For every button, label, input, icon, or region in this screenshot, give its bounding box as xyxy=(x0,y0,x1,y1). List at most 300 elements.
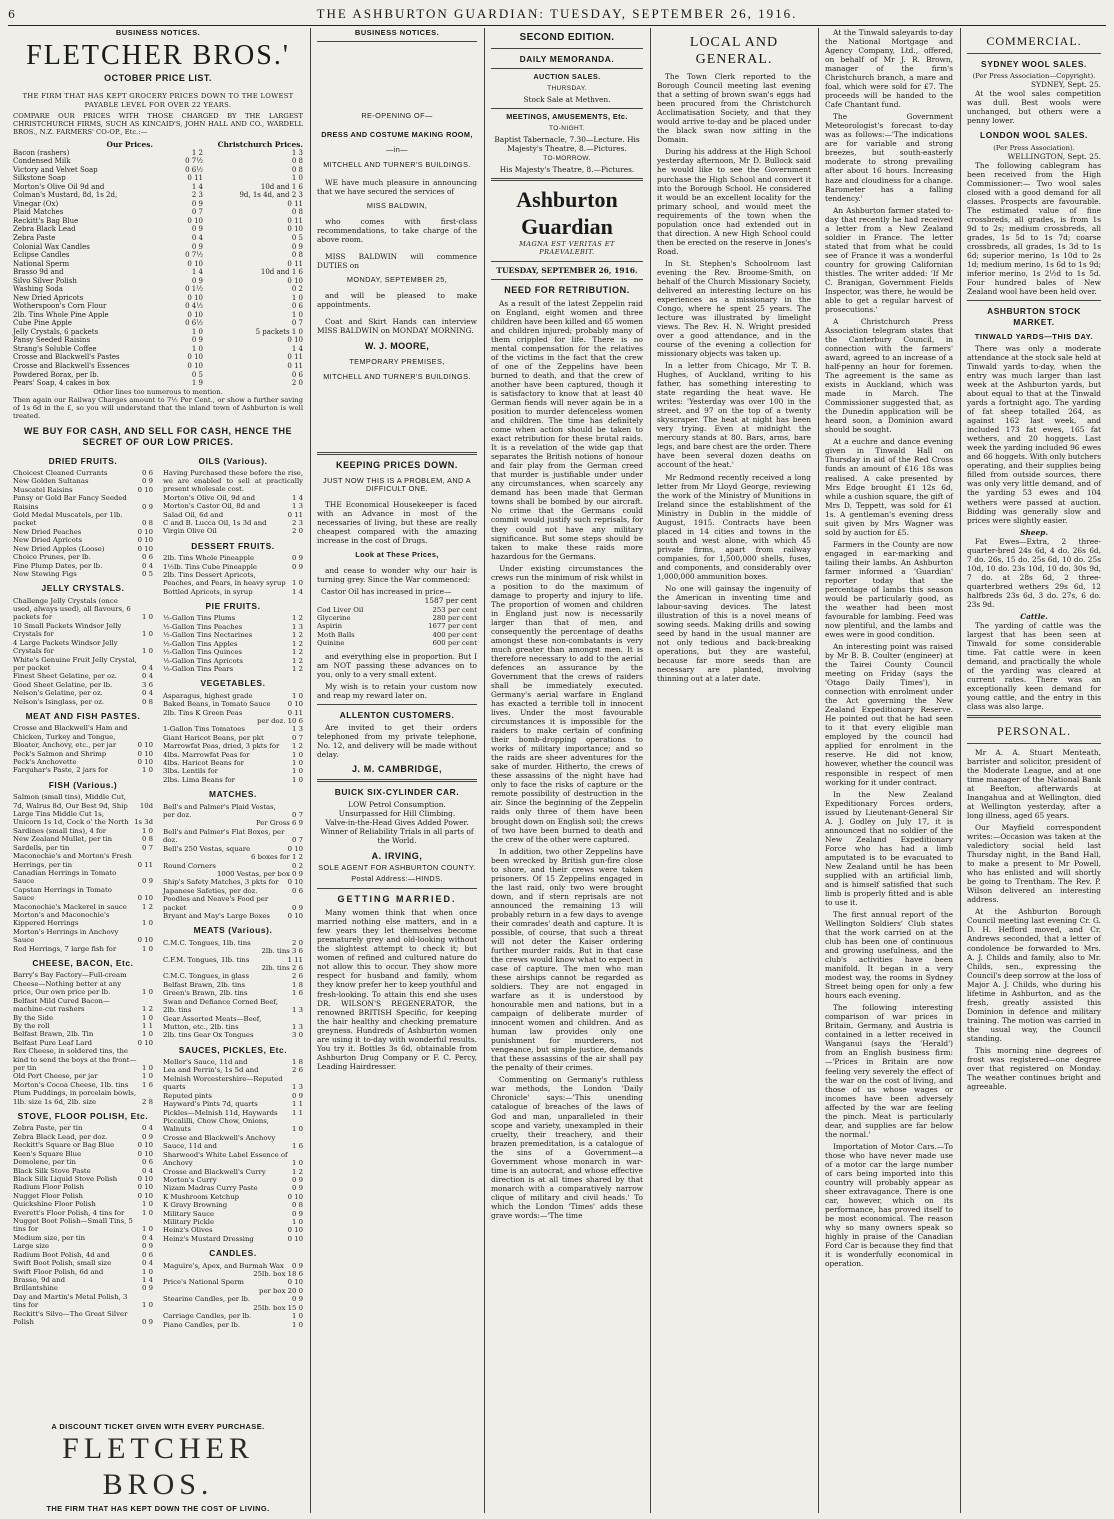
list-item xyxy=(163,751,303,759)
chch-price: 0 8 xyxy=(291,251,303,260)
item-price: 0 9 xyxy=(292,1091,303,1100)
list-item xyxy=(13,750,153,758)
price-item xyxy=(13,311,303,320)
tomorrow-label: TO-MORROW. xyxy=(543,155,591,163)
tinwald-body: There was only a moderate attendance at the stock sale held at Tinwald yards to-day, when the entry was much larger than last week at the Ashburton yards, but about equal to that at the Tinwald yards a fortnight ago. The yarding of fat sheep totalled 264, as against 162 last week, and included 173 fat ewes, 165 fat wethers, and 20 hoggets. Last week the yarding included 96 ewes and 66 hoggets. With only butchers operating, and their supplies being filled from outside sources, there was only very little demand, and of the yarding 53 ewes and 104 wethers were passed at auction. Bidding was generally slow and prices were slightly easier. xyxy=(967,343,1101,525)
item-price: 1 0 xyxy=(292,767,303,776)
list-item xyxy=(13,827,153,835)
item-price: 1 0 xyxy=(142,826,153,835)
item-price: 2 3 xyxy=(292,519,303,527)
item-name: Nizam Madras Curry Paste xyxy=(163,1184,258,1193)
item-name: Piano Candles, per lb. xyxy=(163,1320,240,1329)
economical-text: THE Economical Housekeeper is faced with an Advance in most of the necessaries of living, but these are really cheapest compared with the amazing increase in the cost of Drugs. xyxy=(317,500,477,546)
list-item xyxy=(163,947,303,955)
item-price: 0 10 xyxy=(137,1191,153,1200)
item-name: Capstan Herrings in Tomato Sauce xyxy=(13,885,112,903)
paragraph: At the Tinwald saleyards to-day the National Mortgage and Agency Company, Ltd., offered, on behalf of Mr J. R. Brown, manager of the firm's Christchurch branch, a mare and foal, which were sold for £7. The proceeds will be handed to the Cafe Chantant fund. xyxy=(825,28,953,110)
item-name: Choicest Cleaned Currants xyxy=(13,468,108,477)
meat-pastes-heading: MEAT AND FISH PASTES. xyxy=(25,711,141,722)
item-price: 1 0 xyxy=(142,1225,153,1234)
list-item xyxy=(13,477,153,485)
paragraph: Mr A. A. Stuart Menteath, barrister and solicitor, president of the Moderate League, and at one time manager of the National Bank at Beefton, afterwards at Inangahua and at Wellington, died at Wellington yesterday, after a long illness, aged 65 years. xyxy=(967,747,1101,821)
list-item xyxy=(163,989,303,997)
item-name: Colonial Wax Candles xyxy=(13,242,90,251)
list-item xyxy=(13,511,153,528)
meetings-heading: MEETINGS, AMUSEMENTS, Etc. xyxy=(506,112,628,122)
item-price: 1 0 xyxy=(292,1320,303,1329)
item-price: 0 11 xyxy=(137,860,153,869)
page-number: 6 xyxy=(8,8,15,21)
item-name: Salad Oil, 6d and xyxy=(163,510,224,519)
meat-pastes-list xyxy=(13,724,153,775)
item-price: 1 3 xyxy=(292,622,303,631)
news-column xyxy=(820,28,958,1513)
chch-price: 1 3 xyxy=(291,148,303,157)
item-price: 0 10 xyxy=(137,741,153,750)
item-price: 0 7 xyxy=(292,836,303,845)
item-price: 1 4 xyxy=(292,587,303,596)
item-price: 1 2 xyxy=(292,664,303,673)
item-name: 2lb. Tins K Green Peas xyxy=(163,708,243,717)
item-name: Glycerine xyxy=(317,613,351,622)
list-item xyxy=(13,1259,153,1267)
list-item xyxy=(317,606,477,614)
item-price: 1 0 xyxy=(292,750,303,759)
chch-price: 0 6 xyxy=(291,370,303,379)
item-name: Crosse and Blackwell's Curry xyxy=(163,1167,266,1176)
item-name: Piccalilli, Chow Chow, Onions, Walnuts xyxy=(163,1116,269,1134)
price-item xyxy=(13,191,303,200)
item-price: 0 10 xyxy=(287,700,303,709)
item-name: Belfast Brawn, 2lb. Tin xyxy=(13,1030,94,1039)
our-price: 0 9 xyxy=(191,336,203,345)
chch-price: 10d and 1 6 xyxy=(260,268,303,277)
list-item xyxy=(163,692,303,700)
item-price: 1 8 xyxy=(292,1058,303,1067)
list-item xyxy=(13,562,153,570)
dried-fruits-heading: DRIED FRUITS. xyxy=(48,455,118,466)
list-item xyxy=(163,700,303,708)
retribution-heading: NEED FOR RETRIBUTION. xyxy=(504,284,630,295)
our-price: 1 4 xyxy=(191,182,203,191)
item-name: Brillantshine xyxy=(13,1284,58,1293)
irving-name: A. IRVING, xyxy=(371,850,423,861)
our-price: 1 0 xyxy=(191,327,203,336)
item-name: Eclipse Candles xyxy=(13,251,70,260)
item-name: Reckitt's Silvo—The Great Silver Polish xyxy=(13,1309,128,1327)
list-item xyxy=(163,845,303,853)
item-price: 0 8 xyxy=(142,697,153,706)
item-price: 2 8 xyxy=(142,1097,153,1106)
item-name: Morton's Olive Oil, 9d and xyxy=(163,493,256,502)
cash-heading: WE BUY FOR CASH, AND SELL FOR CASH, HENCE THE SECRET OF OUR LOW PRICES. xyxy=(23,425,293,447)
list-item xyxy=(13,536,153,544)
list-item xyxy=(13,1167,153,1175)
chch-price: 0 11 xyxy=(287,199,303,208)
sauces-list xyxy=(163,1058,303,1243)
item-price: 0 6 xyxy=(142,553,153,562)
item-price: 1 0 xyxy=(142,1064,153,1073)
our-price: 2 3 xyxy=(191,191,203,200)
list-item xyxy=(13,622,153,639)
tonight-items: Baptist Tabernacle, 7.30—Lecture. His Majesty's Theatre, 8.—Pictures. xyxy=(494,135,640,154)
item-name: Barry's Bay Factory—Full-cream Cheese—Nothing better at any price, Our own price per lb. xyxy=(13,971,127,997)
list-item xyxy=(13,911,153,928)
item-price: 0 4 xyxy=(142,672,153,681)
list-item xyxy=(317,622,477,630)
item-price: 1 2 xyxy=(292,614,303,623)
price-item xyxy=(13,234,303,243)
list-item xyxy=(163,717,303,725)
list-item xyxy=(163,1278,303,1286)
editorial-column xyxy=(486,28,648,1513)
item-name: Pickles—Melnish 11d, Haywards xyxy=(163,1108,278,1117)
stove-list xyxy=(13,1124,153,1326)
item-name: 1½lb. Tins Cube Pineapple xyxy=(163,562,257,571)
drug-price-list xyxy=(317,606,477,648)
allenton-text: Are invited to get their orders telephoned from my private telephone, No. 12, and delivery will be made without delay. xyxy=(317,723,477,760)
item-name: Radium Floor Polish xyxy=(13,1183,84,1192)
item-price: 1 0 xyxy=(142,766,153,775)
masthead-title: THE ASHBURTON GUARDIAN: TUESDAY, SEPTEMBER 26, 1916. xyxy=(316,6,798,21)
item-name: Plum Puddings, in porcelain bowls, 1lb. size 1s 6d, 2lb. size xyxy=(13,1089,137,1106)
item-name: New Zealand Mullet, per tin xyxy=(13,835,113,844)
item-name: ½-Gallon Tins Apples xyxy=(163,639,238,648)
item-name: Japanese Safeties, per doz. xyxy=(163,886,258,895)
item-name: Strang's Soluble Coffee xyxy=(13,344,97,353)
item-price: 0 10 xyxy=(137,1183,153,1192)
item-price: 1 0 xyxy=(142,988,153,997)
railway-note: Then again our Railway Charges amount to 7½ Per Cent., or show a further saving of 1s 6d in the £, so you will understand that the inland town of Ashburton is well treated. xyxy=(13,395,303,421)
item-name: Sardells, per tin xyxy=(13,843,70,852)
item-name: Everett's Floor Polish, 4 tins for xyxy=(13,1208,125,1217)
item-price: 1s 3d xyxy=(134,818,153,827)
item-price: 0 10 xyxy=(287,878,303,887)
list-item xyxy=(13,545,153,553)
item-price: per doz. 10 6 xyxy=(257,716,303,725)
item-name: Heinz's Olives xyxy=(163,1226,213,1235)
auction-heading: AUCTION SALES. xyxy=(533,72,601,82)
chch-price: 2 0 xyxy=(291,379,303,388)
item-name: Wotherspoon's Corn Flour xyxy=(13,302,107,311)
list-item xyxy=(13,971,153,996)
list-item xyxy=(13,1124,153,1132)
item-price: 1 1 xyxy=(292,1100,303,1109)
item-price: 0 4 xyxy=(142,664,153,672)
list-item xyxy=(163,1226,303,1234)
chch-price: 0 11 xyxy=(287,353,303,362)
fletcher-footer xyxy=(13,1420,303,1513)
price-comparison-list xyxy=(13,149,303,388)
item-price: 0 10 xyxy=(137,936,153,945)
item-price: 1 3 xyxy=(292,1006,303,1015)
item-name: Crosse and Blackwell's Pastes xyxy=(13,353,120,362)
chch-price: 0 5 xyxy=(291,234,303,243)
item-price: 0 9 xyxy=(142,477,153,486)
our-price: 0 1½ xyxy=(185,285,203,294)
item-name: By the Side xyxy=(13,1013,54,1022)
item-name: Price's National Sperm xyxy=(163,1278,244,1287)
item-price: 0 4 xyxy=(142,689,153,698)
chch-price: 0 11 xyxy=(287,216,303,225)
item-price: 0 9 xyxy=(292,903,303,912)
price-item xyxy=(13,268,303,277)
list-item xyxy=(13,945,153,953)
item-price: 0 6 xyxy=(142,1250,153,1259)
paragraph: No one will gainsay the ingenuity of the American in inventing time and labour-saving devices. The latest illustration of this is a novel means of sowing seeds. Making drills and sowing seed by hand in the usual manner are not only tedious and back-breaking operations, but they are wasteful, because far more seeds than are necessary are planted, involving thinning out at a later date. xyxy=(657,583,811,684)
item-price: 1 0 xyxy=(292,1159,303,1168)
other-lines-note: Other lines too numerous to mention. xyxy=(93,387,223,396)
item-price: 2lb. tins 3 6 xyxy=(261,947,303,956)
item-name: Victory and Velvet Soap xyxy=(13,165,98,174)
candles-list xyxy=(163,1262,303,1329)
item-price: 1 2 xyxy=(292,639,303,648)
paragraph: This morning nine degrees of frost was registered—one degree over that registered on Monday. The weather continues bright and agreeable. xyxy=(967,1045,1101,1091)
chch-price: 0 6 xyxy=(291,302,303,311)
list-item xyxy=(163,527,303,535)
item-price: 2lb. tins 2 6 xyxy=(261,963,303,972)
jelly-heading: JELLY CRYSTALS. xyxy=(41,583,125,594)
item-name: Challenge Jelly Crystals (once used, always used), all flavours, 6 packets for xyxy=(13,596,131,622)
item-price: 0 10 xyxy=(287,1192,303,1201)
cattle-body: The yarding of cattle was the largest that has been seen at Tinwald for some considerable time. Fat cattle were in keen demand, and practically the whole of the yarding was cleared at current rates. There was an exceptionally keen demand for young cattle, and the entry in this class was also large. xyxy=(967,620,1101,712)
list-item xyxy=(163,998,303,1015)
item-price: 0 9 xyxy=(292,1295,303,1304)
price-item xyxy=(13,174,303,183)
buick-feature: Winner of Reliability Trials in all parts of the World. xyxy=(320,827,474,846)
list-item xyxy=(13,689,153,697)
item-name: Black Silk Stove Paste xyxy=(13,1166,91,1175)
item-name: Lea and Perrin's, 1s 5d and xyxy=(163,1066,259,1075)
list-item xyxy=(13,1141,153,1149)
item-name: Military Sauce xyxy=(163,1209,215,1218)
item-name: Virgin Olive Oil xyxy=(163,527,217,536)
item-price: 3 0 xyxy=(292,1031,303,1040)
list-item xyxy=(317,631,477,639)
moore-name: W. J. MOORE, xyxy=(364,340,430,351)
mitchell-turner: MITCHELL AND TURNER'S BUILDINGS. xyxy=(323,159,471,169)
price-comparison-header xyxy=(13,140,303,149)
item-name: Vinegar (Ox) xyxy=(13,199,59,208)
item-price: 1 3 xyxy=(292,1083,303,1092)
price-item xyxy=(13,260,303,269)
list-item xyxy=(163,862,303,870)
list-item xyxy=(13,486,153,494)
item-price: 0 6 xyxy=(292,886,303,895)
paragraph: Farmers in the County are now engaged in ear-marking and tailing their lambs. An Ashburton farmer informed a 'Guardian' reporter today that the percentage of lambs this season would be particularly good, as the weather had been most favourable for lambing. Feed was now plentiful, and the lambs and ewes were in good condition. xyxy=(825,539,953,640)
stock-market-heading: ASHBURTON STOCK MARKET. xyxy=(987,306,1081,327)
item-name: Rex Cheese, in soldered tins, the kind to send the boys at the front—per tin xyxy=(13,1047,137,1073)
item-name: Sharwood's White Label Essence of Anchovy xyxy=(163,1150,288,1168)
item-price: 3 6 xyxy=(142,680,153,689)
chch-price: 0 8 xyxy=(291,208,303,217)
item-name: Zebra Paste, per tin xyxy=(13,1124,83,1133)
sydney-body: At the wool sales competition was dull. Best wools were unchanged, but others were a penny lower. xyxy=(967,89,1101,126)
list-item xyxy=(13,1150,153,1158)
item-price: 0 9 xyxy=(292,1184,303,1193)
item-name: By the roll xyxy=(13,1021,50,1030)
list-item xyxy=(163,972,303,980)
item-name: Sardines (small tins), 4 for xyxy=(13,826,107,835)
list-item xyxy=(13,553,153,561)
tonight-label: TO-NIGHT. xyxy=(549,125,585,133)
section-caption: BUSINESS NOTICES. xyxy=(115,28,201,37)
our-price: 0 7½ xyxy=(185,251,203,260)
list-item xyxy=(13,793,153,810)
our-prices-label: Our Prices. xyxy=(106,139,153,149)
personal-heading: PERSONAL. xyxy=(996,724,1071,739)
in-label: —in— xyxy=(386,144,408,154)
footer-brand: FLETCHER BROS. xyxy=(62,1431,254,1502)
item-price: 1 6 xyxy=(292,989,303,998)
item-name: Plaid Matches xyxy=(13,208,64,217)
list-item xyxy=(163,1193,303,1201)
list-item xyxy=(163,665,303,673)
paragraph: An Ashburton farmer stated to-day that recently he had received a letter from a New Zealand soldier in France. The letter stated that from what he could see of France it was a wonderful country for growing Californian thistles. The writer added: 'If Mr C. Branigan, Government Fields Inspector, was there, he would be able to get a regular harvest of prosecutions.' xyxy=(825,205,953,314)
item-name: Silvo Silver Polish xyxy=(13,276,77,285)
paper-motto: MAGNA EST VERITAS ET PRAEVALEBIT. xyxy=(519,239,615,256)
personal-body xyxy=(967,748,1101,1091)
item-name: C and B. Lucca Oil, 1s 3d and xyxy=(163,519,267,527)
list-item xyxy=(13,1234,153,1242)
list-item xyxy=(163,1218,303,1226)
item-name: Crosse and Blackwell's Essences xyxy=(13,361,130,370)
list-item xyxy=(163,1058,303,1066)
list-item xyxy=(163,588,303,596)
paragraph: The following interesting comparison of war prices in Britain, Germany, and Austria is contained in a letter received in Wanganui (says the 'Herald') from an English business firm:—'Prices in Britain are now feeling very severely the effect of the war on the cost of living, and those of us whose wages or incomes have been adversely affected by the war are feeling the pinch. Meat is particularly dear, and supplies are far below the normal.' xyxy=(825,1003,953,1139)
our-price: 0 10 xyxy=(187,259,203,268)
list-item xyxy=(163,631,303,639)
price-item xyxy=(13,217,303,226)
item-price: 0 11 xyxy=(287,510,303,519)
list-item xyxy=(163,511,303,519)
item-name: Reckitt's Square or Bag Blue xyxy=(13,1141,115,1150)
item-name: National Sperm xyxy=(13,259,70,268)
item-name: C.M.C. Tongues, 1lb. tins xyxy=(163,938,251,947)
item-name: Silkstone Soap xyxy=(13,174,66,183)
item-name: 2lb. Tins Whole Pineapple xyxy=(163,554,255,563)
item-name: K Mushroom Ketchup xyxy=(163,1192,240,1201)
paragraph: The Government Meteorologist's forecast to-day was as follows:—'The indications are for variable and strong breezes, but south-easterly moderate to strong prevailing after about 16 hours. Increasing haze and cloudiness for a change. Barometer has a falling tendency.' xyxy=(825,112,953,203)
item-price: 1 0 xyxy=(142,630,153,639)
item-name: White's Genuine Fruit Jelly Crystal, per packet xyxy=(13,655,137,672)
item-name: Medium size, per tin xyxy=(13,1233,86,1242)
thursday-label: THURSDAY. xyxy=(547,85,587,93)
item-price: 0 10 xyxy=(137,544,153,553)
list-item xyxy=(163,912,303,920)
look-prices: Look at These Prices, xyxy=(355,550,439,560)
stock-sale: Stock Sale at Methven. xyxy=(523,95,611,105)
paragraph: As a result of the latest Zeppelin raid on England, eight women and three children have been killed and 65 women and children injured; probably many of them crippled for life. There is no mental compensation for the relatives of the victims in the fact that the crew of one of the Zeppelins have been burned to death, and that the crew of another have been captured, though it is satisfactory to know that at least 40 German fiends will never again be in a position to murder defenceless women and children. The time has definitely come when action should be taken to exact retribution for these brutal raids. It is a revelation of the wide gap that separates the British notions of honour and fair play from the German creed that murder is justifiable under under any circumstances, when scarcely any demand has been made that German towns shall be bombed by our aircraft. No crime that the Germans could commit would justify such reprisals, for they could not have any military significance. But some steps should be taken to make these raids more hazardous for the Germans. xyxy=(491,298,643,561)
sheep-heading: Sheep. xyxy=(1020,527,1048,537)
item-name: Pansy Seeded Raisins xyxy=(13,336,91,345)
chch-price: 0 8 xyxy=(291,157,303,166)
price-item xyxy=(13,294,303,303)
buick-features xyxy=(317,800,477,845)
list-item xyxy=(163,776,303,784)
item-price: 1 0 xyxy=(292,775,303,784)
vegetables-heading: VEGETABLES. xyxy=(200,678,266,689)
item-name: 2lb. Tins Dessert Apricots, Peaches, and Pears, in heavy syrup xyxy=(163,570,286,588)
list-item xyxy=(13,766,153,774)
item-name: New Dried Apricots xyxy=(13,536,83,545)
item-name: 2lb. tins Gear Ox Tongues xyxy=(163,1031,254,1040)
item-price: 1 0 xyxy=(142,1267,153,1276)
chch-prices-label: Christchurch Prices. xyxy=(217,139,303,149)
item-price: 0 10 xyxy=(287,1234,303,1243)
buick-heading: BUICK SIX-CYLINDER CAR. xyxy=(334,787,460,798)
item-name: Cod Liver Oil xyxy=(317,605,364,614)
item-name: Bacon (rashers) xyxy=(13,148,70,157)
list-item xyxy=(163,1270,303,1278)
our-price: 0 10 xyxy=(187,353,203,362)
matches-heading: MATCHES. xyxy=(209,789,257,800)
item-price: 0 6 xyxy=(142,468,153,477)
item-name: Zebra Paste xyxy=(13,234,56,243)
item-price: 0 10 xyxy=(137,894,153,903)
list-item xyxy=(13,1183,153,1191)
item-name: Belfast Pure Leaf Lard xyxy=(13,1038,93,1047)
item-name: Quickshine Floor Polish xyxy=(13,1200,96,1209)
local-general-body xyxy=(657,72,811,683)
item-price: 1 0 xyxy=(142,1208,153,1217)
list-item xyxy=(163,1092,303,1100)
candles-heading: CANDLES. xyxy=(209,1248,257,1259)
item-name: 4 Large Packets Windsor Jelly Crystals for xyxy=(13,638,118,656)
press-association-2: (Per Press Association). xyxy=(993,143,1075,152)
list-item xyxy=(13,1251,153,1259)
list-item xyxy=(13,1047,153,1072)
list-item xyxy=(163,1176,303,1184)
price-item xyxy=(13,225,303,234)
item-price: 0 10 xyxy=(137,1141,153,1150)
item-price: 1 4 xyxy=(292,493,303,502)
chch-price: 0 7 xyxy=(291,319,303,328)
list-item xyxy=(13,1089,153,1106)
our-price: 0 4½ xyxy=(185,302,203,311)
item-price: 1 0 xyxy=(292,1218,303,1227)
list-item xyxy=(13,597,153,622)
item-price: 1 0 xyxy=(142,647,153,656)
price-list-subtitle: OCTOBER PRICE LIST. xyxy=(104,73,212,84)
item-name: New Dried Peaches xyxy=(13,527,82,536)
commence-text: MISS BALDWIN will commence DUTIES on xyxy=(317,251,477,270)
item-price: 2 6 xyxy=(292,1066,303,1075)
item-price: 1 0 xyxy=(142,1072,153,1081)
item-price: 0 4 xyxy=(142,1259,153,1268)
list-item xyxy=(13,1284,153,1292)
masthead xyxy=(8,6,1106,26)
paragraph: At the Ashburton Borough Council meeting last evening Cr. G. D. H. Hefford moved, and Cr. Andrews seconded, that a letter of condolence be forwarded to Mrs. A. J. Childs and family, also to Mr. Childs, sen., expressing the Council's deep sorrow at the loss of Major A. J. Childs, who during his lifetime in Ashburton, and as the fresh, greatly assisted this Dominion in defence and military training. The motion was carried in the usual way, the Council standing. xyxy=(967,907,1101,1043)
sydney-dateline: SYDNEY, Sept. 25. xyxy=(1031,80,1101,90)
item-name: Bell's and Palmer's Plaid Vestas, per doz. xyxy=(163,802,276,819)
getting-married-text: Many women think that when once married nothing else matters, and in a few years they let themselves become prematurely grey and old-looking without the slightest attempt to check it; but women of refined and cultured nature do not allow this to occur. They show more respect for husband and family, whom they know prefer her to keep youthful and fresh-looking. To attain this end she uses DR. WILSON'S REGENERATOR, the renowned BRITISH Specific, for keeping the hair healthy and checking premature greyness. Hundreds of Ashburton women are using it to-day with wonderful results. You try it. Bottles 3s 6d, obtainable from Ashburton Drug Company or F. C. Percy, Leading Hairdresser. xyxy=(317,908,477,1071)
list-item xyxy=(13,1209,153,1217)
item-name: Black Silk Liquid Stove Polish xyxy=(13,1174,118,1183)
item-price: 0 5 xyxy=(142,569,153,578)
item-price: 1 0 xyxy=(292,579,303,588)
list-item xyxy=(13,886,153,903)
list-item xyxy=(13,1081,153,1089)
item-price: 0 10 xyxy=(137,1174,153,1183)
item-price: 253 per cent xyxy=(432,605,477,614)
price-item xyxy=(13,285,303,294)
item-name: Gear Assorted Meats—Beef, Mutton, etc., 2lb. tins xyxy=(163,1014,262,1031)
item-price: 0 2 xyxy=(292,861,303,870)
paragraph: Importation of Motor Cars.—To those who have never made use of a motor car the large number of cars being imported into this country will probably appear as sheer extravagance. There is one car, however, which on its performance, has proved itself to be most economical. The reason why so many owners speak so highly in praise of the Canadian Ford Car is because they find that it is wonderfully economical in operation. xyxy=(825,1141,953,1269)
list-item xyxy=(13,469,153,477)
list-item xyxy=(13,1293,153,1310)
